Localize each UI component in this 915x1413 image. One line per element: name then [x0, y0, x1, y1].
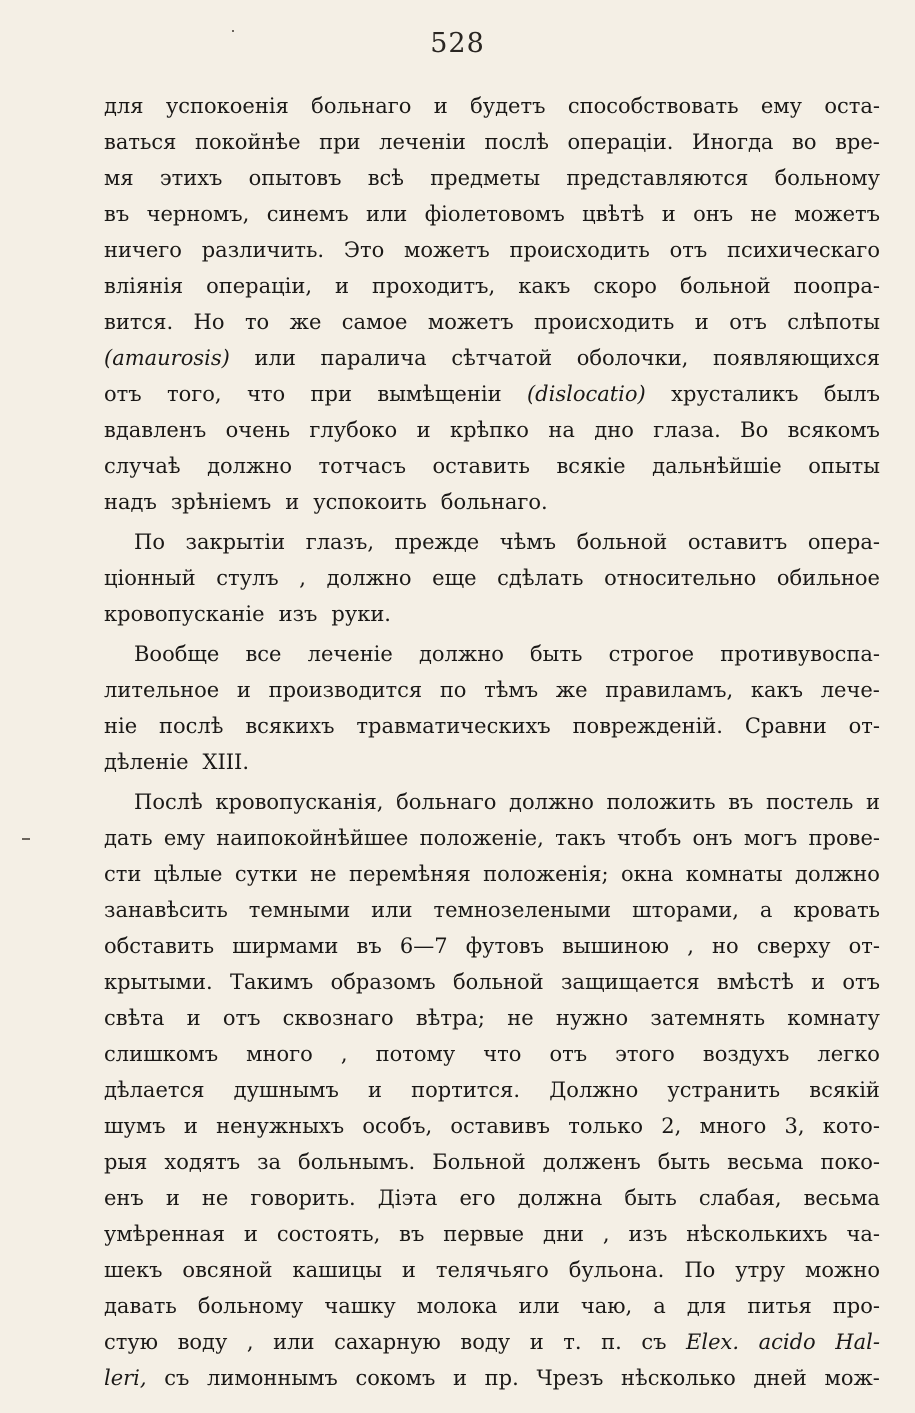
text-line: дѣлается душнымъ и портится. Должно устранить всякій [104, 1078, 880, 1102]
text-line: крытыми. Такимъ образомъ больной защищается вмѣстѣ и отъ [104, 970, 880, 994]
text-line: мя этихъ опытовъ всѣ предметы представляются больному [104, 166, 880, 190]
text-line: дѣленіе XIII. [104, 750, 250, 774]
page-text [104, 88, 880, 1396]
text-line: рыя ходятъ за больнымъ. Больной долженъ быть весьма поко- [104, 1150, 880, 1174]
text-line: дать ему наипокойнѣйшее положеніе, такъ чтобъ онъ могъ прове- [104, 826, 880, 850]
text-line: умѣренная и состоять, въ первые дни , изъ нѣсколькихъ ча- [104, 1222, 880, 1246]
margin-mark [22, 838, 30, 840]
text-line: вдавленъ очень глубоко и крѣпко на дно глаза. Во всякомъ [104, 418, 880, 442]
paragraph [104, 524, 880, 632]
text-line: слишкомъ много , потому что отъ этого воздухъ легко [104, 1042, 880, 1066]
text-line: leri, съ лимоннымъ сокомъ и пр. Чрезъ нѣсколько дней мож- [104, 1366, 880, 1390]
text-line: надъ зрѣніемъ и успокоить больнаго. [104, 490, 548, 514]
text-line: стую воду , или сахарную воду и т. п. съ Elex. acido Hal- [104, 1330, 880, 1354]
text-line: Послѣ кровопусканія, больнаго должно положить въ постель и [134, 790, 880, 814]
text-line: лительное и производится по тѣмъ же правиламъ, какъ лече- [104, 678, 880, 702]
text-line: случаѣ должно тотчасъ оставить всякіе дальнѣйшіе опыты [104, 454, 880, 478]
text-line: кровопусканіе изъ руки. [104, 602, 391, 626]
text-line: ничего различить. Это можетъ происходить отъ психическаго [104, 238, 880, 262]
text-line: енъ и не говорить. Діэта его должна быть слабая, весьма [104, 1186, 880, 1210]
text-line: ваться покойнѣе при леченіи послѣ операціи. Иногда во вре- [104, 130, 880, 154]
text-line: По закрытіи глазъ, прежде чѣмъ больной оставитъ опера- [134, 530, 880, 554]
text-line: ціонный стулъ , должно еще сдѣлать относительно обильное [104, 566, 880, 590]
text-line: (amaurosis) или паралича сѣтчатой оболочки, появляющихся [104, 346, 880, 370]
text-line: отъ того, что при вымѣщеніи (dislocatio) хрусталикъ былъ [104, 382, 880, 406]
paragraph [104, 88, 880, 520]
paragraph [104, 636, 880, 780]
text-line: Вообще все леченіе должно быть строгое противувоспа- [134, 642, 880, 666]
text-line: ніе послѣ всякихъ травматическихъ поврежденій. Сравни от- [104, 714, 880, 738]
text-line: шумъ и ненужныхъ особъ, оставивъ только 2, много 3, кото- [104, 1114, 880, 1138]
text-line: для успокоенія больнаго и будетъ способствовать ему оста- [104, 94, 880, 118]
text-line: вліянія операціи, и проходитъ, какъ скоро больной поопра- [104, 274, 880, 298]
text-line: свѣта и отъ сквознаго вѣтра; не нужно затемнять комнату [104, 1006, 880, 1030]
page-number: 528 [430, 28, 485, 59]
text-line: вится. Но то же самое можетъ происходить и отъ слѣпоты [104, 310, 880, 334]
text-line: шекъ овсяной кашицы и телячьяго бульона. По утру можно [104, 1258, 880, 1282]
text-line: въ черномъ, синемъ или фіолетовомъ цвѣтѣ и онъ не можетъ [104, 202, 880, 226]
paragraph [104, 784, 880, 1396]
text-line: давать больному чашку молока или чаю, а для питья про- [104, 1294, 880, 1318]
text-line: сти цѣлые сутки не перемѣняя положенія; окна комнаты должно [104, 862, 880, 886]
text-line: занавѣсить темными или темнозелеными шторами, а кровать [104, 898, 880, 922]
text-line: обставить ширмами въ 6—7 футовъ вышиною , но сверху от- [104, 934, 880, 958]
